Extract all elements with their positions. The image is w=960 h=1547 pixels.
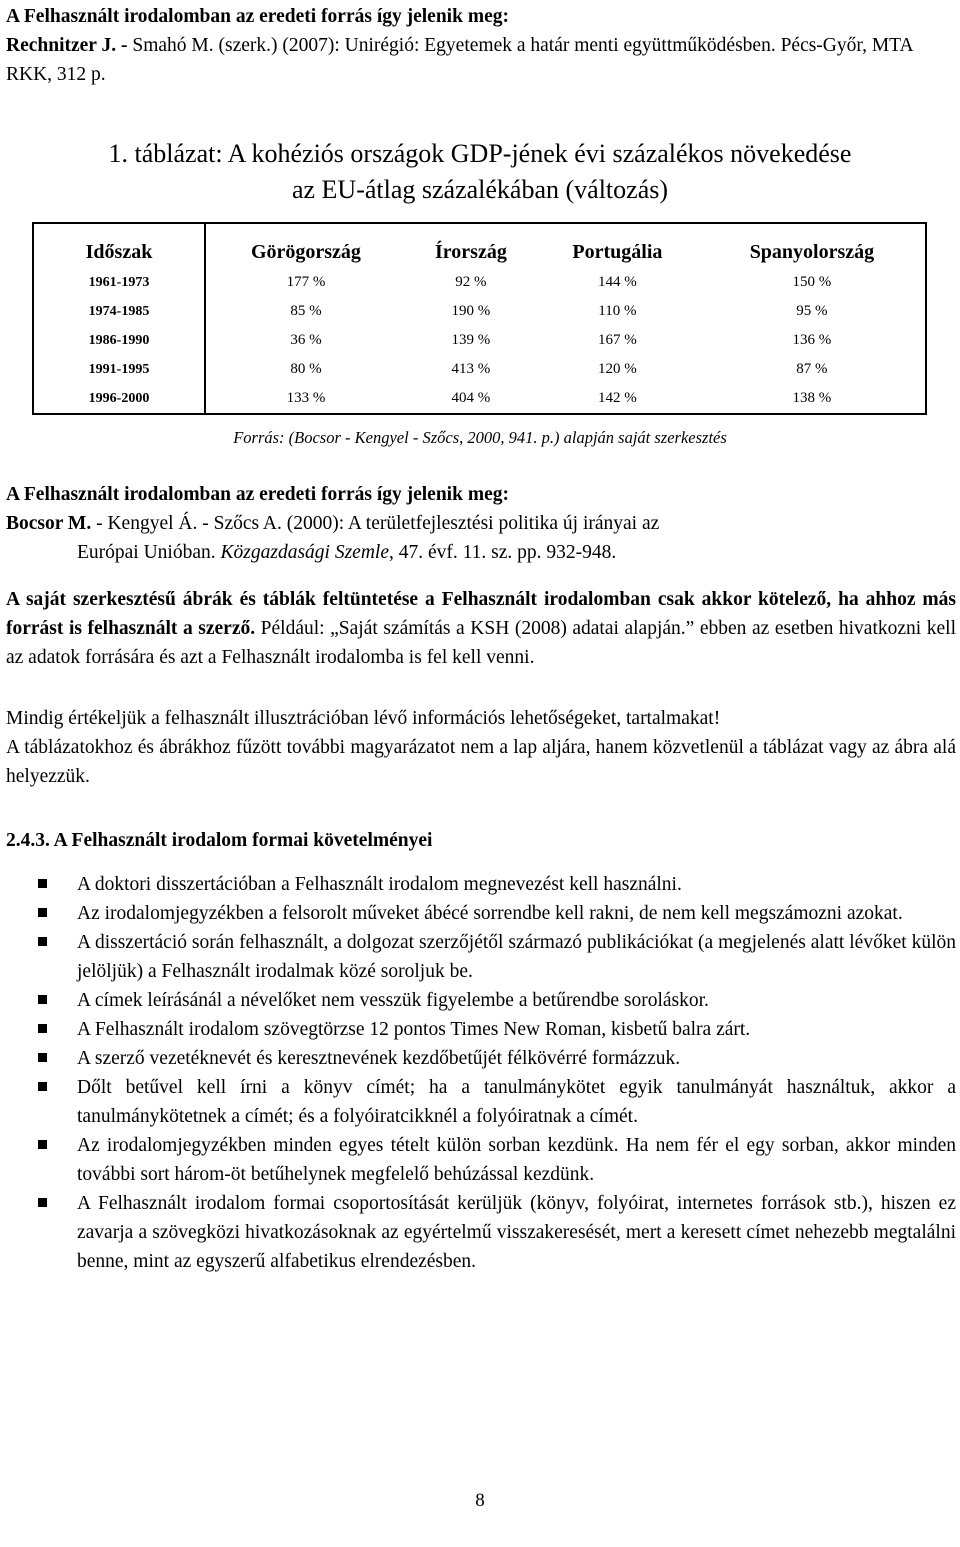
square-bullet-icon — [38, 908, 47, 917]
list-item — [6, 1131, 956, 1189]
list-item — [6, 986, 956, 1015]
period-cell: 1974-1985 — [33, 297, 205, 326]
reference-continuation — [6, 538, 956, 567]
value-cell: 142 % — [598, 390, 637, 406]
list-item-text: A doktori disszertációban a Felhasznált irodalom megnevezést kell használni. — [77, 874, 682, 895]
value-cell: 95 % — [796, 303, 828, 319]
paragraph-evaluate: Mindig értékeljük a felhasznált illusztrációban lévő információs lehetőségeket, tartalmakat! — [6, 708, 721, 729]
list-item — [6, 1073, 956, 1131]
header-portugal: Portugália — [572, 241, 663, 263]
reference-title-end: Európai Unióban. — [77, 542, 221, 563]
reference-text — [6, 31, 956, 89]
value-cell: 167 % — [598, 332, 637, 348]
reference-label: A Felhasznált irodalomban az eredeti forrás így jelenik meg: — [6, 6, 509, 27]
paragraph-bold-part: A saját szerkesztésű ábrák és táblák feltüntetése a Felhasznált irodalomban csak akkor kötelező, ha ahhoz más forrást is felhasznált a szerző. — [6, 589, 956, 639]
requirements-list — [6, 870, 956, 1276]
reference-block-2 — [6, 480, 956, 567]
list-item-text: A disszertáció során felhasznált, a dolgozat szerzőjétől származó publikációkat (a megjelenés alatt lévőket külön jelöljük) a Felhasznált irodalmak közé soroljuk be. — [77, 932, 956, 982]
list-item — [6, 1044, 956, 1073]
reference-text — [6, 509, 956, 538]
list-item — [6, 1015, 956, 1044]
reference-journal-details: , 47. évf. 11. sz. pp. 932-948. — [388, 542, 617, 563]
value-cell: 120 % — [598, 361, 637, 377]
period-cell: 1961-1973 — [33, 268, 205, 297]
table-row — [33, 355, 926, 384]
value-cell: 150 % — [792, 274, 832, 290]
list-item-text: Az irodalomjegyzékben minden egyes tételt külön sorban kezdünk. Ha nem fér el egy sorban, akkor minden további sort három-öt betűhelynek megfelelő behúzással kezdünk. — [77, 1135, 956, 1185]
list-item-text: A Felhasznált irodalom szövegtörzse 12 pontos Times New Roman, kisbetű balra zárt. — [77, 1019, 751, 1040]
value-cell: 138 % — [792, 390, 832, 406]
header-spain: Spanyolország — [749, 241, 875, 263]
table-title-line-2: az EU-átlag százalékában (változás) — [291, 175, 669, 204]
period-cell: 1986-1990 — [33, 326, 205, 355]
list-item — [6, 928, 956, 986]
value-cell: 404 % — [451, 390, 491, 406]
gdp-growth-table — [32, 222, 927, 415]
square-bullet-icon — [38, 937, 47, 946]
table-row — [33, 384, 926, 414]
table-header-row — [33, 223, 926, 268]
table-row — [33, 297, 926, 326]
header-ireland: Írország — [434, 241, 507, 263]
list-item — [6, 870, 956, 899]
page-number: 8 — [475, 1490, 485, 1511]
square-bullet-icon — [38, 1198, 47, 1207]
reference-author-bold: Bocsor M. — [6, 513, 92, 534]
list-item — [6, 899, 956, 928]
value-cell: 177 % — [286, 274, 326, 290]
value-cell: 144 % — [598, 274, 637, 290]
value-cell: 92 % — [455, 274, 487, 290]
value-cell: 36 % — [290, 332, 322, 348]
value-cell: 413 % — [451, 361, 491, 377]
value-cell: 133 % — [286, 390, 326, 406]
table-title — [20, 136, 940, 208]
reference-journal: Közgazdasági Szemle — [220, 542, 389, 563]
square-bullet-icon — [38, 1053, 47, 1062]
period-cell: 1996-2000 — [33, 384, 205, 414]
square-bullet-icon — [38, 995, 47, 1004]
value-cell: 139 % — [451, 332, 491, 348]
header-period: Időszak — [33, 223, 205, 268]
table-title-line-1: 1. táblázat: A kohéziós országok GDP-jének évi százalékos növekedése — [108, 139, 852, 168]
value-cell: 110 % — [598, 303, 637, 319]
table-source: Forrás: (Bocsor - Kengyel - Szőcs, 2000, 941. p.) alapján saját szerkesztés — [233, 428, 727, 447]
period-cell: 1991-1995 — [33, 355, 205, 384]
value-cell: 85 % — [290, 303, 322, 319]
value-cell: 80 % — [290, 361, 322, 377]
section-heading: 2.4.3. A Felhasznált irodalom formai követelményei — [6, 830, 433, 851]
reference-label: A Felhasznált irodalomban az eredeti forrás így jelenik meg: — [6, 484, 509, 505]
table-row — [33, 326, 926, 355]
value-cell: 136 % — [792, 332, 832, 348]
square-bullet-icon — [38, 1024, 47, 1033]
table-row — [33, 268, 926, 297]
value-cell: 190 % — [451, 303, 491, 319]
list-item-text: Dőlt betűvel kell írni a könyv címét; ha a tanulmánykötet egyik tanulmányát használtuk, akkor a tanulmánykötetnek a címét; és a folyóiratcikknél a folyóiratnak a címét. — [77, 1077, 956, 1127]
paragraph-explanations: A táblázatokhoz és ábrákhoz fűzött további magyarázatot nem a lap aljára, hanem közvetlenül a táblázat vagy az ábra alá helyezzük. — [6, 737, 956, 787]
header-greece: Görögország — [250, 241, 361, 263]
list-item-text: A Felhasznált irodalom formai csoportosítását kerüljük (könyv, folyóirat, internetes források stb.), hiszen ez zavarja a szövegközi hivatkozásoknak az egyértelmű visszakeresését, mert a keresett címet nehezebb megtalálni benne, mint az egyszerű alfabetikus elrendezésben. — [77, 1193, 956, 1272]
paragraph-rest: Például: „Saját számítás a KSH (2008) adatai alapján.” ebben az esetben hivatkozni kell az adatok forrására és azt a Felhasznált irodalomba is fel kell venni. — [6, 618, 956, 668]
value-cell: 87 % — [796, 361, 828, 377]
list-item-text: A szerző vezetéknevét és keresztnevének kezdőbetűjét félkövérré formázzuk. — [77, 1048, 681, 1069]
list-item — [6, 1189, 956, 1276]
reference-block-1 — [6, 2, 956, 89]
square-bullet-icon — [38, 1082, 47, 1091]
reference-authors-rest: - Kengyel Á. - Szőcs A. (2000): A területfejlesztési politika új irányai az — [91, 513, 660, 534]
paragraph-own-figures — [6, 585, 956, 672]
reference-rest: Smahó M. (szerk.) (2007): Unirégió: Egyetemek a határ menti együttműködésben. Pécs-Győr, MTA RKK, 312 p. — [6, 35, 913, 85]
reference-authors: Rechnitzer J. - — [6, 35, 133, 56]
list-item-text: A címek leírásánál a névelőket nem vesszük figyelembe a betűrendbe soroláskor. — [77, 990, 709, 1011]
square-bullet-icon — [38, 879, 47, 888]
list-item-text: Az irodalomjegyzékben a felsorolt műveket ábécé sorrendbe kell rakni, de nem kell megszámozni azokat. — [77, 903, 903, 924]
square-bullet-icon — [38, 1140, 47, 1149]
